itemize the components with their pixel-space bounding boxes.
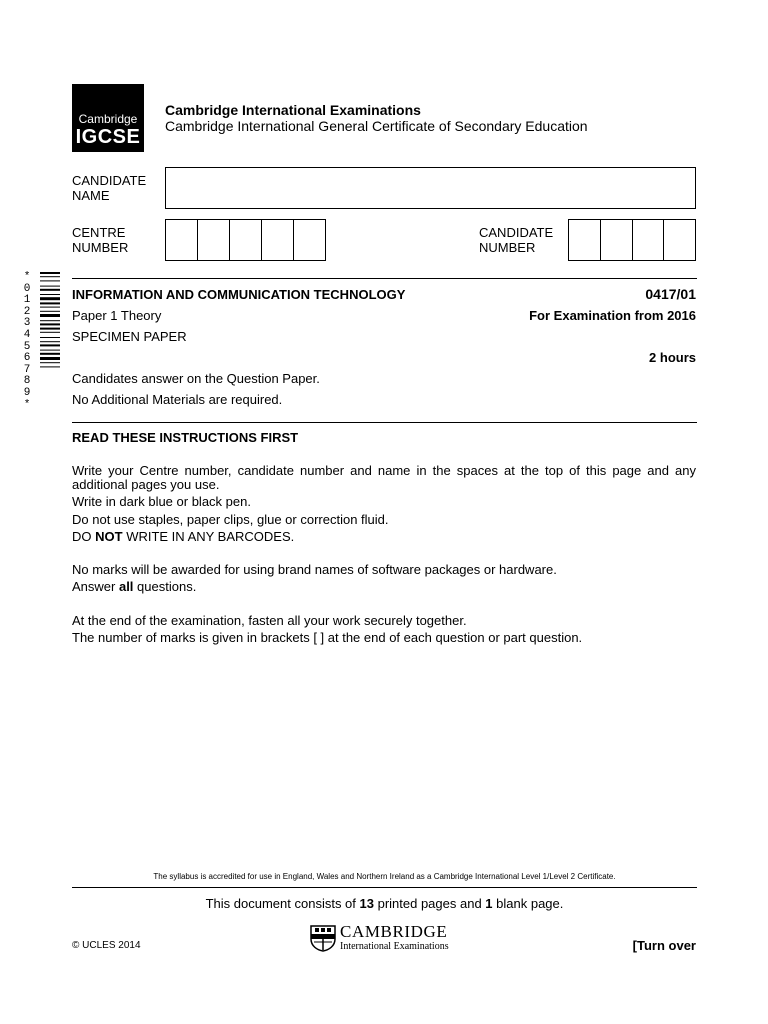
divider [72, 887, 697, 888]
for-examination: For Examination from 2016 [529, 308, 696, 323]
centre-number-field[interactable] [165, 219, 326, 261]
instruction-5: No marks will be awarded for using brand names of software packages or hardware. [72, 562, 557, 577]
barcode-digit: 3 [23, 317, 31, 330]
label-line: NUMBER [479, 240, 536, 255]
digit-cell[interactable] [198, 220, 230, 260]
copyright: © UCLES 2014 [72, 940, 141, 951]
instruction-2: Write in dark blue or black pen. [72, 494, 251, 509]
digit-cell[interactable] [262, 220, 294, 260]
cambridge-wordmark: CAMBRIDGE [340, 922, 448, 941]
label-line: CANDIDATE [479, 225, 554, 240]
page-count [72, 896, 697, 911]
digit-cell[interactable] [569, 220, 601, 260]
emphasis: NOT [95, 529, 123, 544]
turn-over: [Turn over [632, 938, 696, 953]
divider [72, 278, 697, 279]
paper-code: 0417/01 [645, 286, 696, 302]
label-line: NAME [72, 188, 110, 203]
digit-cell[interactable] [166, 220, 198, 260]
text: This document consists of [205, 896, 360, 911]
barcode-digit: 8 [23, 375, 31, 388]
barcode-digit: 5 [23, 340, 31, 353]
answer-on-paper: Candidates answer on the Question Paper. [72, 371, 320, 386]
emphasis: all [118, 579, 134, 594]
text: printed pages and [373, 896, 486, 911]
cert-title: Cambridge International General Certificate of Secondary Education [165, 118, 588, 134]
centre-number-label [72, 225, 128, 255]
digit-cell[interactable] [601, 220, 633, 260]
candidate-number-field[interactable] [568, 219, 696, 261]
syllabus-note: The syllabus is accredited for use in England, Wales and Northern Ireland as a Cambridge International Level 1/Level 2 Certificate. [153, 872, 616, 881]
emphasis: 1 [485, 896, 493, 911]
instruction-8: The number of marks is given in brackets [ ] at the end of each question or part question. [72, 630, 583, 645]
instruction-4 [72, 529, 294, 544]
paper-name: Paper 1 Theory [72, 308, 162, 323]
barcode-digit: 1 [23, 294, 31, 307]
cambridge-subtitle: International Examinations [340, 941, 449, 952]
barcode-digit: 0 [23, 282, 31, 295]
digit-cell[interactable] [633, 220, 665, 260]
barcode-digit: 9 [23, 386, 31, 399]
digit-cell[interactable] [294, 220, 325, 260]
barcode-digit: 2 [23, 305, 31, 318]
digit-cell[interactable] [664, 220, 695, 260]
label-line: CENTRE [72, 225, 126, 240]
candidate-name-field[interactable] [165, 167, 696, 209]
barcode-digit: * [23, 398, 31, 411]
label-line: NUMBER [72, 240, 129, 255]
barcode-digit: 7 [23, 363, 31, 376]
divider [72, 422, 697, 423]
logo-line1: Cambridge [78, 112, 138, 126]
instruction-1: Write your Centre number, candidate number and name in the spaces at the top of this page and any additional pages you use. [72, 463, 696, 492]
instructions-heading: READ THESE INSTRUCTIONS FIRST [72, 430, 299, 445]
candidate-number-label [479, 225, 553, 255]
candidate-name-label [72, 173, 146, 203]
specimen-label: SPECIMEN PAPER [72, 329, 187, 344]
org-title: Cambridge International Examinations [165, 102, 421, 118]
instruction-6 [72, 579, 196, 594]
emphasis: 13 [359, 896, 374, 911]
subject-title: INFORMATION AND COMMUNICATION TECHNOLOGY [72, 287, 406, 302]
text: WRITE IN ANY BARCODES. [122, 529, 295, 544]
text: DO [72, 529, 96, 544]
cambridge-crest-icon [310, 925, 336, 952]
barcode-icon [40, 272, 60, 407]
text: blank page. [492, 896, 564, 911]
igcse-logo [72, 84, 144, 152]
barcode-digit: 4 [23, 328, 31, 341]
materials-note: No Additional Materials are required. [72, 392, 283, 407]
barcode-digit: 6 [23, 352, 31, 365]
label-line: CANDIDATE [72, 173, 147, 188]
instruction-7: At the end of the examination, fasten all your work securely together. [72, 613, 467, 628]
text: questions. [133, 579, 197, 594]
duration: 2 hours [649, 350, 696, 365]
barcode-digits [20, 272, 34, 411]
digit-cell[interactable] [230, 220, 262, 260]
logo-line2: IGCSE [75, 126, 141, 148]
instruction-3: Do not use staples, paper clips, glue or correction fluid. [72, 512, 389, 527]
text: Answer [72, 579, 119, 594]
barcode-digit: * [23, 271, 31, 283]
